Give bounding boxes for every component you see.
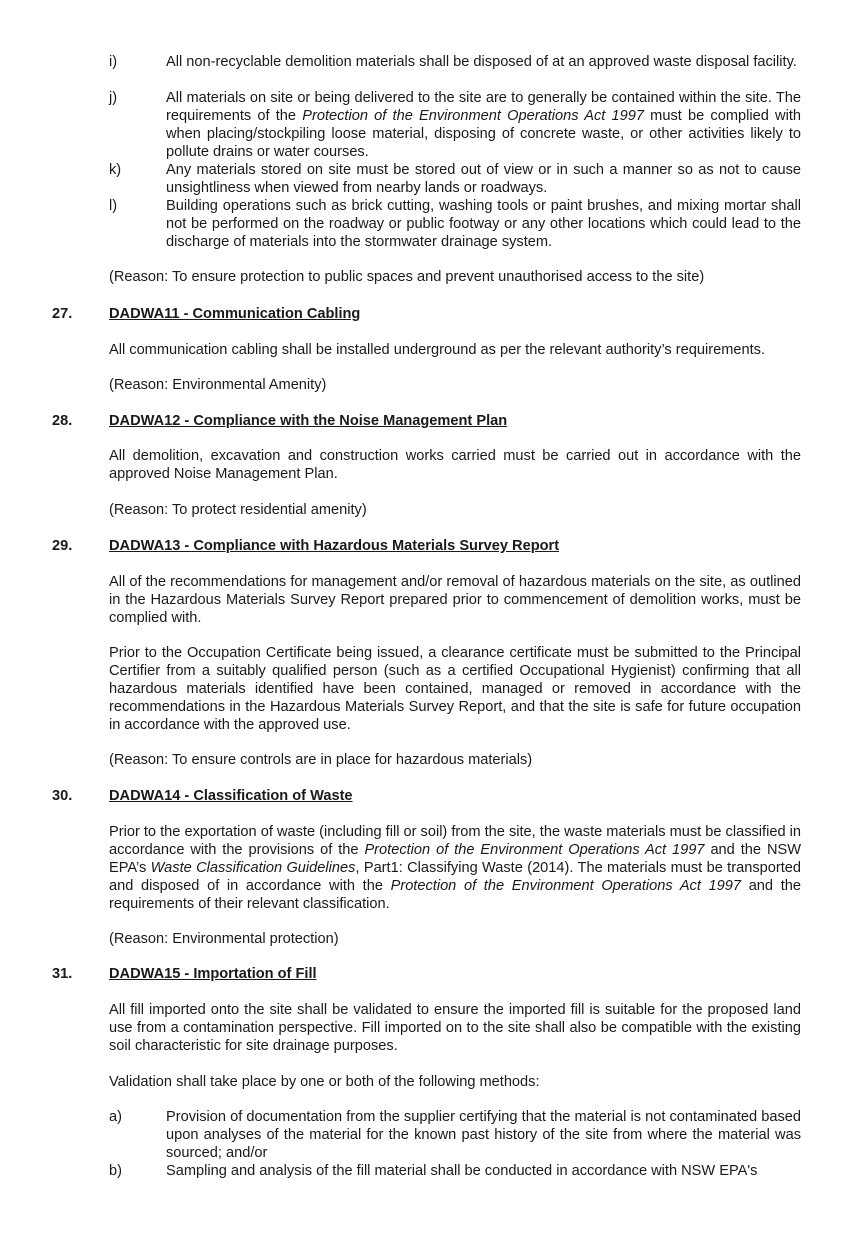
list-text: Any materials stored on site must be stored out of view or in such a manner so as not to cause unsightliness when viewed from nearby lands or roadways. [166,162,801,196]
section-heading: DADWA14 - Classification of Waste [109,788,353,804]
section-number: 30. [52,788,73,804]
list-label: b) [109,1163,122,1179]
section-number: 29. [52,538,73,554]
list-label: a) [109,1109,122,1125]
section-body: All fill imported onto the site shall be validated to ensure the imported fill is suitable for the proposed land use from a contamination perspective. Fill imported on to the site shall also be compatible with the existing soil characteristic for site drainage purposes. [109,1002,801,1054]
section-body-2: Prior to the Occupation Certificate being issued, a clearance certificate must be submitted to the Principal Certifier from a suitably qualified person (such as a certified Occupational Hygienist) confirming that all hazardous materials identified have been contained, managed or removed in accordance with the recommendations in the Hazardous Materials Survey Report, and that the site is safe for future occupation in accordance with the approved use. [109,645,801,733]
list-label: l) [109,198,118,214]
section-heading: DADWA11 - Communication Cabling [109,306,361,322]
section-heading: DADWA13 - Compliance with Hazardous Materials Survey Report [109,538,560,554]
section-body: All demolition, excavation and construction works carried must be carried out in accordance with the approved Noise Management Plan. [109,448,801,482]
list-text: All materials on site or being delivered to the site are to generally be contained within the site. The requirements of the Protection of the Environment Operations Act 1997 must be complied with when placing/stockpiling loose material, disposing of concrete waste, or other activities likely to pollute drains or water courses. [166,90,801,160]
reason-text: (Reason: To protect residential amenity) [109,502,367,518]
section-body: All communication cabling shall be installed underground as per the relevant authority’s requirements. [109,342,766,358]
section-number: 28. [52,413,73,429]
list-text: Sampling and analysis of the fill material shall be conducted in accordance with NSW EPA's [166,1163,758,1179]
reason-text: (Reason: To ensure controls are in place for hazardous materials) [109,752,533,768]
list-label: j) [109,90,118,106]
reason-text: (Reason: Environmental Amenity) [109,377,327,393]
list-label: k) [109,162,122,178]
section-body: All of the recommendations for management and/or removal of hazardous materials on the site, as outlined in the Hazardous Materials Survey Report prepared prior to commencement of demolition works, must be complied with. [109,574,801,626]
list-text: Provision of documentation from the supplier certifying that the material is not contaminated based upon analyses of the material for the known past history of the site from where the material was sourced; and/or [166,1109,801,1161]
section-body-2: Validation shall take place by one or both of the following methods: [109,1074,540,1090]
list-label: i) [109,54,118,70]
reason-text: (Reason: Environmental protection) [109,931,339,947]
list-text: Building operations such as brick cutting, washing tools or paint brushes, and mixing mortar shall not be performed on the roadway or public footway or any other locations which could lead to the discharge of materials into the stormwater drainage system. [166,198,801,250]
section-number: 31. [52,966,73,982]
section-heading: DADWA15 - Importation of Fill [109,966,317,982]
section-heading: DADWA12 - Compliance with the Noise Management Plan [109,413,508,429]
section-number: 27. [52,306,73,322]
list-text: All non-recyclable demolition materials shall be disposed of at an approved waste disposal facility. [166,54,797,70]
reason-text: (Reason: To ensure protection to public spaces and prevent unauthorised access to the site) [109,269,705,285]
section-body: Prior to the exportation of waste (including fill or soil) from the site, the waste materials must be classified in accordance with the provisions of the Protection of the Environment Operations Act 1997 and the NSW EPA’s Waste Classification Guidelines, Part1: Classifying Waste (2014). The materials must be transported and disposed of in accordance with the Protection of the Environment Operations Act 1997 and the requirements of their relevant classification. [109,824,801,912]
